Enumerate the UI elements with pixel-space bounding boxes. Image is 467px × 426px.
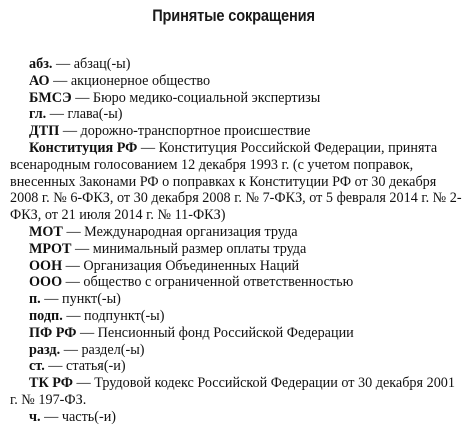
separator-dash: —: [62, 307, 85, 324]
abbreviation-entry: [10, 123, 462, 140]
page-title: Принятые сокращения: [152, 6, 315, 25]
abbreviation-term: МОТ: [29, 223, 63, 240]
abbreviation-term: гл.: [29, 106, 47, 123]
separator-dash: —: [62, 274, 84, 291]
separator-dash: —: [137, 139, 159, 156]
abbreviation-entry: [10, 106, 462, 123]
abbreviation-term: ч.: [29, 408, 41, 425]
abbreviation-entry: [10, 258, 462, 275]
abbreviation-term: ТК РФ: [29, 375, 73, 392]
abbreviation-term: ООН: [29, 257, 63, 274]
abbreviation-definition: общество с ограниченной ответственностью: [83, 274, 354, 291]
abbreviation-entry: [10, 241, 462, 258]
separator-dash: —: [72, 375, 95, 392]
abbreviation-definition: пункт(-ы): [62, 291, 121, 308]
abbreviation-entry: [10, 375, 462, 409]
abbreviation-definition: глава(-ы): [67, 106, 123, 123]
abbreviation-entry: [10, 90, 462, 107]
abbreviation-definition: Бюро медико-социальной экспертизы: [92, 89, 321, 106]
abbreviation-entry: [10, 291, 462, 308]
separator-dash: —: [62, 223, 85, 240]
abbreviation-term: БМСЭ: [29, 89, 72, 106]
abbreviation-definition: часть(-и): [61, 408, 117, 425]
abbreviation-list: [10, 56, 462, 426]
abbreviation-definition: Организация Объединенных Наций: [83, 257, 300, 274]
abbreviation-entry: [10, 224, 462, 241]
abbreviation-definition: дорожно-транспортное происшествие: [80, 123, 311, 140]
abbreviation-term: ПФ РФ: [29, 324, 77, 341]
abbreviation-term: разд.: [29, 341, 61, 358]
abbreviation-entry: [10, 409, 462, 426]
abbreviation-term: п.: [29, 291, 41, 308]
separator-dash: —: [71, 89, 93, 106]
abbreviation-term: абз.: [29, 56, 53, 72]
abbreviation-definition: минимальный размер оплаты труда: [92, 240, 307, 257]
separator-dash: —: [60, 341, 82, 358]
abbreviation-definition: подпункт(-ы): [84, 307, 165, 324]
separator-dash: —: [59, 123, 81, 140]
abbreviation-entry: [10, 308, 462, 325]
separator-dash: —: [62, 257, 84, 274]
abbreviation-entry: [10, 274, 462, 291]
abbreviation-definition: абзац(-ы): [73, 56, 131, 72]
abbreviation-definition: Международная организация труда: [84, 223, 298, 240]
abbreviation-definition: раздел(-ы): [81, 341, 145, 358]
separator-dash: —: [76, 324, 98, 341]
abbreviation-definition: Пенсионный фонд Российской Федерации: [97, 324, 354, 341]
separator-dash: —: [52, 56, 74, 72]
abbreviation-definition: Конституция Российской Федерации, принята всенародным голосованием 12 декабря 1993 г. (с учетом поправок, внесенных Законами РФ о поправках к Конституции РФ от 30 декабря 2008 г. № 6-ФКЗ, от 30 декабря 2008 г. № 7-ФКЗ, от 5 февраля 2014 г. № 2-ФКЗ, от 21 июля 2014 г. № 11-ФКЗ): [10, 139, 462, 224]
abbreviation-term: ДТП: [29, 123, 60, 140]
abbreviation-entry: [10, 140, 462, 224]
abbreviation-term: подп.: [29, 307, 63, 324]
abbreviation-definition: статья(-и): [66, 358, 126, 375]
abbreviation-entry: [10, 56, 462, 73]
separator-dash: —: [40, 408, 62, 425]
abbreviation-definition: акционерное общество: [70, 72, 211, 89]
abbreviation-term: АО: [29, 72, 50, 89]
abbreviation-definition: Трудовой кодекс Российской Федерации от 30 декабря 2001 г. № 197-ФЗ.: [10, 375, 455, 408]
abbreviation-entry: [10, 342, 462, 359]
abbreviation-term: ООО: [29, 274, 63, 291]
separator-dash: —: [49, 72, 71, 89]
separator-dash: —: [46, 106, 68, 123]
abbreviation-term: Конституция РФ: [29, 139, 138, 156]
abbreviation-entry: [10, 325, 462, 342]
abbreviation-term: МРОТ: [29, 240, 72, 257]
separator-dash: —: [40, 291, 63, 308]
separator-dash: —: [71, 240, 93, 257]
separator-dash: —: [44, 358, 67, 375]
abbreviation-entry: [10, 358, 462, 375]
abbreviation-term: ст.: [29, 358, 45, 375]
abbreviation-entry: [10, 73, 462, 90]
